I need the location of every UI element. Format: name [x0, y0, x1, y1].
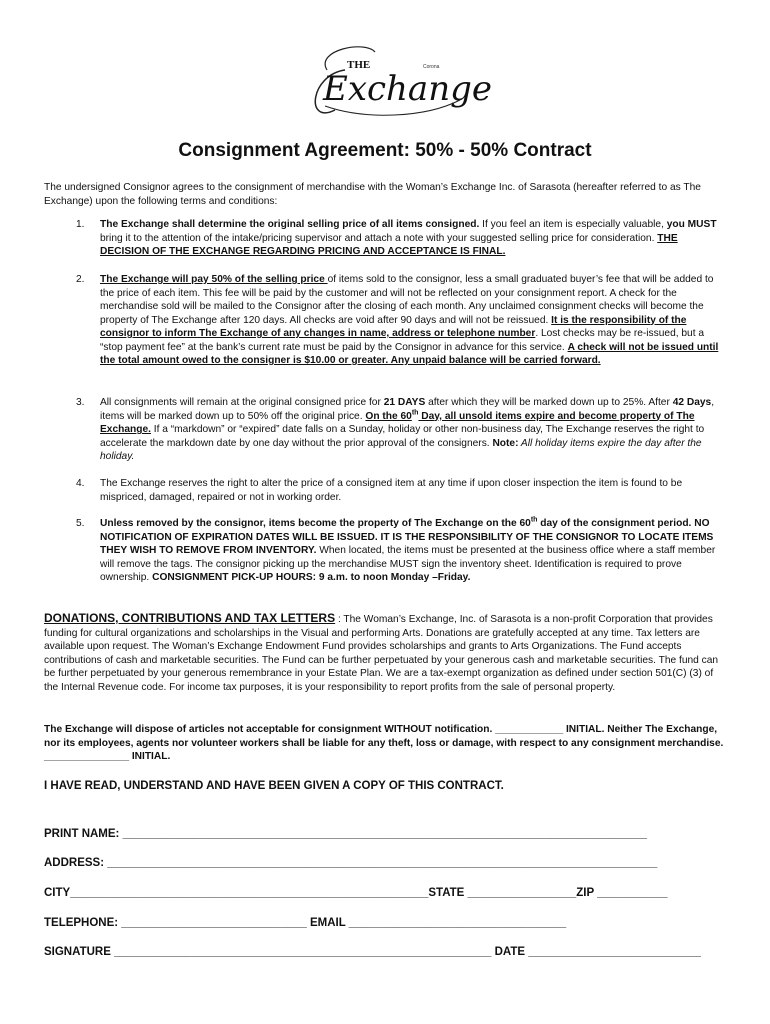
- print-name-field[interactable]: PRINT NAME: __________________________________________________________________________________: [44, 828, 648, 840]
- donations-heading: DONATIONS, CONTRIBUTIONS AND TAX LETTERS: [44, 611, 336, 625]
- address-field[interactable]: ADDRESS: ______________________________________________________________________________________: [44, 857, 658, 869]
- acknowledgement: I HAVE READ, UNDERSTAND AND HAVE BEEN GIVEN A COPY OF THIS CONTRACT.: [44, 780, 504, 792]
- exchange-logo: [305, 40, 492, 130]
- donations-text: : The Woman’s Exchange, Inc. of Sarasota is a non-profit Corporation that provides funding for cultural organizations and scholarships in the Visual and performing Arts. Donations are gratefully accepted at any time. Tax letters are available upon request. The Woman’s Exchange Endowment Fund provides scholarships and grants to Arts Organizations. The Fund accepts contributions of cash and marketable securities. The Fund can be further perpetuated by your generous cash and marketable securities. The fund can be further perpetuated by your generous remembrance in your Estate Plan. We are a tax-exempt organization as defined under section 501(C) (3) of the Internal Revenue code. For income tax purposes, it is your responsibility to report profits from the sale of personal property.: [44, 614, 719, 693]
- disposal-notice: The Exchange will dispose of articles not acceptable for consignment WITHOUT notification. ____________ INITIAL. Neither The Exchange, nor its employees, agents nor volunteer workers shall be liable for any theft, loss or damage, with respect to any consignment merchandise. _______________ INITIAL.: [44, 724, 724, 762]
- term-4: 4. The Exchange reserves the right to alter the price of a consigned item at any time if upon closer inspection the item is found to be mispriced, damaged, repaired or not in working order.: [76, 478, 683, 503]
- telephone-email-field[interactable]: TELEPHONE: _____________________________ EMAIL __________________________________: [44, 917, 567, 929]
- term-2: 2. The Exchange will pay 50% of the selling price of items sold to the consignor, less a small graduated buyer’s fee that will be added to the price of each item. This fee will be paid by the customer and will not be reflected on your consignment report. A check for the merchandise sold will be mailed to the Consignor after the closing of each month. Any unclaimed consignment checks will become the property of The Exchange after 120 days. All checks are void after 90 days and will not be reissued. It is the responsibility of the consignor to inform The Exchange of any changes in name, address or telephone number. Lost checks may be re-issued, but a “stop payment fee” at the bank’s current rate must be paid by the Consignor in advance for this service. A check will not be issued until the total amount owed to the consigner is $10.00 or greater. Any unpaid balance will be carried forward.: [76, 274, 719, 366]
- term-number: 5.: [76, 518, 85, 529]
- term-3: 3. All consignments will remain at the original consigned price for 21 DAYS after which they will be marked down up to 25%. After 42 Days, items will be marked down up to 50% off the original price. On the 60th Day, all unsold items expire and become property of The Exchange. If a “markdown” or “expired” date falls on a Sunday, holiday or other non-business day, The Exchange reserves the right to accelerate the markdown date by one day without the prior approval of the consigners. Note: All holiday items expire the day after the holiday.: [76, 397, 715, 462]
- page-title: Consignment Agreement: 50% - 50% Contract: [178, 140, 592, 161]
- donations-section: [44, 612, 728, 694]
- svg-text:Corona: Corona: [423, 64, 440, 70]
- term-number: 3.: [76, 397, 85, 408]
- term-number: 1.: [76, 219, 85, 230]
- term-5: 5. Unless removed by the consignor, items become the property of The Exchange on the 60th day of the consignment period. NO NOTIFICATION OF EXPIRATION DATES WILL BE ISSUED. IT IS THE RESPONSIBILITY OF THE CONSIGNOR TO LOCATE ITEMS THEY WISH TO REMOVE FROM INVENTORY. When located, the items must be presented at the business office where a staff member will remove the tags. The consignor picking up the merchandise MUST sign the inventory sheet. Identification is required to prove ownership. CONSIGNMENT PICK-UP HOURS: 9 a.m. to noon Monday –Friday.: [76, 516, 716, 583]
- svg-text:Exchange: Exchange: [323, 69, 492, 109]
- term-1: 1. The Exchange shall determine the original selling price of all items consigned. If you feel an item is especially valuable, you MUST bring it to the attention of the intake/pricing supervisor and attach a note with your suggested selling price for consideration. THE DECISION OF THE EXCHANGE REGARDING PRICING AND ACCEPTANCE IS FINAL.: [76, 219, 717, 257]
- city-state-zip-field[interactable]: CITY________________________________________________________STATE _________________ZIP ___________: [44, 887, 668, 899]
- signature-date-field[interactable]: SIGNATURE ___________________________________________________________ DATE ___________________________: [44, 946, 701, 958]
- intro-paragraph: The undersigned Consignor agrees to the consignment of merchandise with the Woman’s Exchange Inc. of Sarasota (hereafter referred to as The Exchange) upon the following terms and conditions:: [44, 182, 701, 207]
- term-number: 2.: [76, 274, 85, 285]
- svg-text:THE: THE: [347, 59, 371, 71]
- term-number: 4.: [76, 478, 85, 489]
